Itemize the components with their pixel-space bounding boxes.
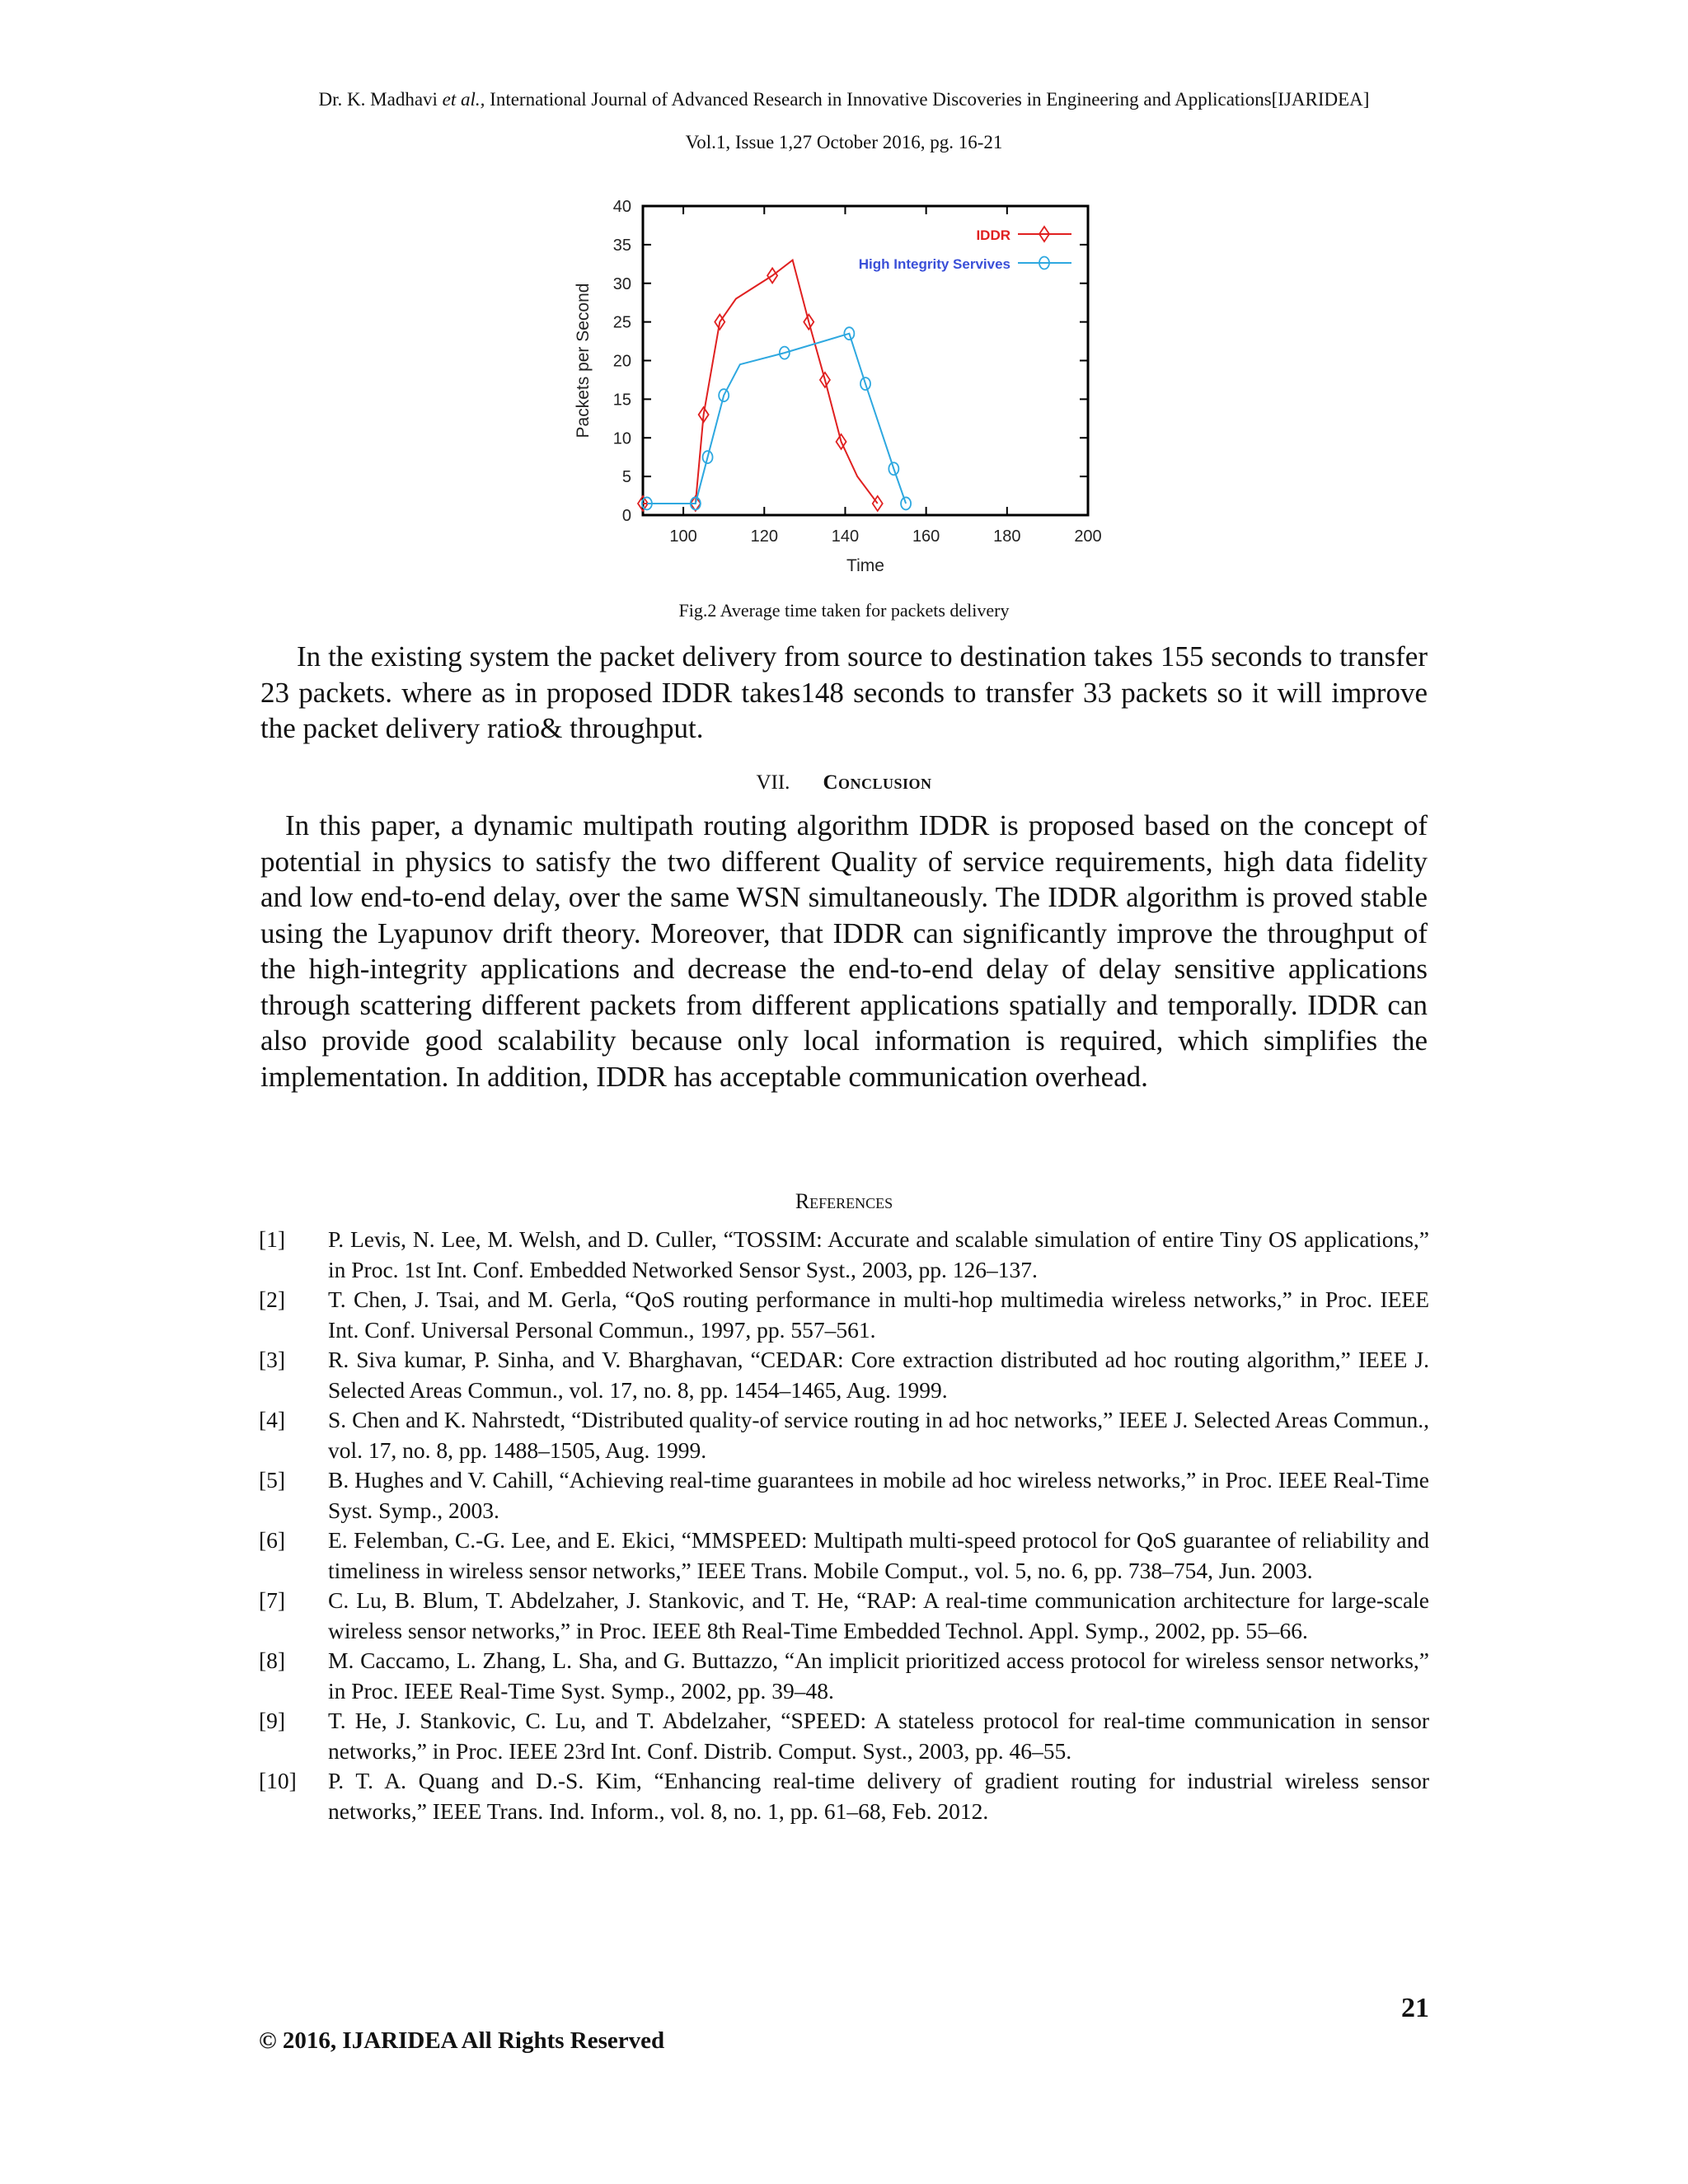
reference-number: [9]: [259, 1708, 286, 1733]
reference-number: [2]: [259, 1286, 286, 1312]
y-tick-label: 35: [612, 236, 631, 255]
conclusion-paragraph: In this paper, a dynamic multipath routing algorithm IDDR is proposed based on the concept of potential in physics to satisfy the two different Quality of service requirements, high data fidelity and low end-to-end delay, over the same WSN simultaneously. The IDDR algorithm is proved stable using the Lyapunov drift theory. Moreover, that IDDR can significantly improve the throughput of the high-integrity applications and decrease the end-to-end delay of delay sensitive applications through scattering different packets from different applications spatially and temporally. IDDR can also provide good scalability because only local information is required, which simplifies the implementation. In addition, IDDR has acceptable communication overhead.: [260, 809, 1428, 1093]
section-heading: [0, 771, 1688, 794]
reference-text: B. Hughes and V. Cahill, “Achieving real-time guarantees in mobile ad hoc wireless networks,” in Proc. IEEE Real-Time Syst. Symp., 2003.: [328, 1467, 1429, 1523]
reference-number: [1]: [259, 1226, 286, 1252]
x-tick-label: 200: [1074, 527, 1102, 546]
running-header: [0, 89, 1688, 110]
y-tick-label: 20: [612, 352, 631, 371]
reference-text: C. Lu, B. Blum, T. Abdelzaher, J. Stankovic, and T. He, “RAP: A real-time communication architecture for large-scale wireless sensor networks,” in Proc. IEEE 8th Real-Time Embedded Technol. Appl. Symp., 2002, pp. 55–66.: [328, 1587, 1429, 1643]
header-journal: International Journal of Advanced Research in Innovative Discoveries in Engineering and Applications[IJARIDEA]: [485, 89, 1370, 110]
reference-text: M. Caccamo, L. Zhang, L. Sha, and G. Buttazzo, “An implicit prioritized access protocol for wireless sensor networks,” in Proc. IEEE Real-Time Syst. Symp., 2002, pp. 39–48.: [328, 1647, 1429, 1704]
header-authors: Dr. K. Madhavi: [318, 89, 443, 110]
reference-text: S. Chen and K. Nahrstedt, “Distributed quality-of service routing in ad hoc networks,” IEEE J. Selected Areas Commun., vol. 17, no. 8, pp. 1488–1505, Aug. 1999.: [328, 1407, 1429, 1463]
reference-item: [259, 1465, 1429, 1526]
chart-series-group: [638, 260, 911, 511]
reference-item: [259, 1285, 1429, 1345]
section-title: Conclusion: [823, 771, 932, 794]
figure-caption: Fig.2 Average time taken for packets delivery: [678, 600, 1010, 621]
x-tick-label: 120: [750, 527, 778, 546]
reference-item: [259, 1345, 1429, 1405]
x-tick-label: 140: [831, 527, 860, 546]
x-tick-label: 100: [669, 527, 697, 546]
y-tick-label: 15: [612, 391, 631, 410]
reference-number: [4]: [259, 1407, 286, 1432]
copyright-notice: © 2016, IJARIDEA All Rights Reserved: [259, 2027, 665, 2054]
y-tick-label: 0: [621, 507, 631, 525]
x-tick-label: 160: [912, 527, 940, 546]
reference-list: [259, 1225, 1429, 1826]
references-heading: References: [795, 1189, 893, 1213]
header-etal: et al.,: [442, 89, 485, 110]
reference-item: [259, 1706, 1429, 1766]
plot-frame: [643, 206, 1088, 515]
x-axis-label: Time: [846, 556, 884, 575]
reference-text: P. Levis, N. Lee, M. Welsh, and D. Culler, “TOSSIM: Accurate and scalable simulation of entire Tiny OS applications,” in Proc. 1st Int. Conf. Embedded Networked Sensor Syst., 2003, pp. 126–137.: [328, 1226, 1429, 1282]
reference-text: T. Chen, J. Tsai, and M. Gerla, “QoS routing performance in multi-hop multimedia wireless networks,” in Proc. IEEE Int. Conf. Universal Personal Commun., 1997, pp. 557–561.: [328, 1286, 1429, 1343]
y-tick-label: 25: [612, 313, 631, 332]
iddr-series-line: [643, 260, 878, 504]
page-number: 21: [1401, 1993, 1429, 2023]
reference-item: [259, 1766, 1429, 1826]
reference-item: [259, 1405, 1429, 1465]
reference-text: E. Felemban, C.-G. Lee, and E. Ekici, “MMSPEED: Multipath multi-speed protocol for QoS guarantee of reliability and timeliness in wireless sensor networks,” IEEE Trans. Mobile Comput., vol. 5, no. 6, pp. 738–754, Jun. 2003.: [328, 1527, 1429, 1583]
header-volume-issue: Vol.1, Issue 1,27 October 2016, pg. 16-21: [685, 132, 1003, 152]
reference-item: [259, 1586, 1429, 1646]
y-tick-label: 30: [612, 274, 631, 293]
y-tick-label: 5: [621, 468, 631, 487]
high-integrity-data-point: [901, 497, 911, 509]
chart-legend: [859, 227, 1071, 272]
y-axis-label: Packets per Second: [574, 283, 593, 438]
high-integrity-series-line: [647, 334, 906, 504]
reference-number: [10]: [259, 1768, 297, 1793]
y-tick-label: 40: [612, 198, 631, 216]
reference-text: P. T. A. Quang and D.-S. Kim, “Enhancing real-time delivery of gradient routing for industrial wireless sensor networks,” IEEE Trans. Ind. Inform., vol. 8, no. 1, pp. 61–68, Feb. 2012.: [328, 1768, 1429, 1824]
y-tick-label: 10: [612, 429, 631, 448]
results-paragraph: In the existing system the packet delivery from source to destination takes 155 seconds to transfer 23 packets. where as in proposed IDDR takes148 seconds to transfer 33 packets so it will improve the packet delivery ratio& throughput.: [260, 640, 1428, 744]
legend-label-high-integrity: High Integrity Servives: [858, 256, 1010, 272]
packets-line-chart: [560, 198, 1121, 593]
reference-text: R. Siva kumar, P. Sinha, and V. Bharghavan, “CEDAR: Core extraction distributed ad hoc routing algorithm,” IEEE J. Selected Areas Commun., vol. 17, no. 8, pp. 1454–1465, Aug. 1999.: [328, 1347, 1429, 1403]
reference-number: [6]: [259, 1527, 286, 1553]
reference-number: [3]: [259, 1347, 286, 1372]
legend-label-iddr: IDDR: [976, 227, 1010, 243]
reference-number: [7]: [259, 1587, 286, 1613]
reference-item: [259, 1646, 1429, 1706]
reference-number: [8]: [259, 1647, 286, 1673]
reference-text: T. He, J. Stankovic, C. Lu, and T. Abdelzaher, “SPEED: A stateless protocol for real-time communication in sensor networks,” in Proc. IEEE 23rd Int. Conf. Distrib. Comput. Syst., 2003, pp. 46–55.: [328, 1708, 1429, 1764]
x-tick-label: 180: [993, 527, 1021, 546]
chart-axes: [574, 198, 1102, 575]
reference-item: [259, 1526, 1429, 1586]
reference-number: [5]: [259, 1467, 286, 1493]
section-number: VII.: [756, 771, 790, 794]
reference-item: [259, 1225, 1429, 1285]
